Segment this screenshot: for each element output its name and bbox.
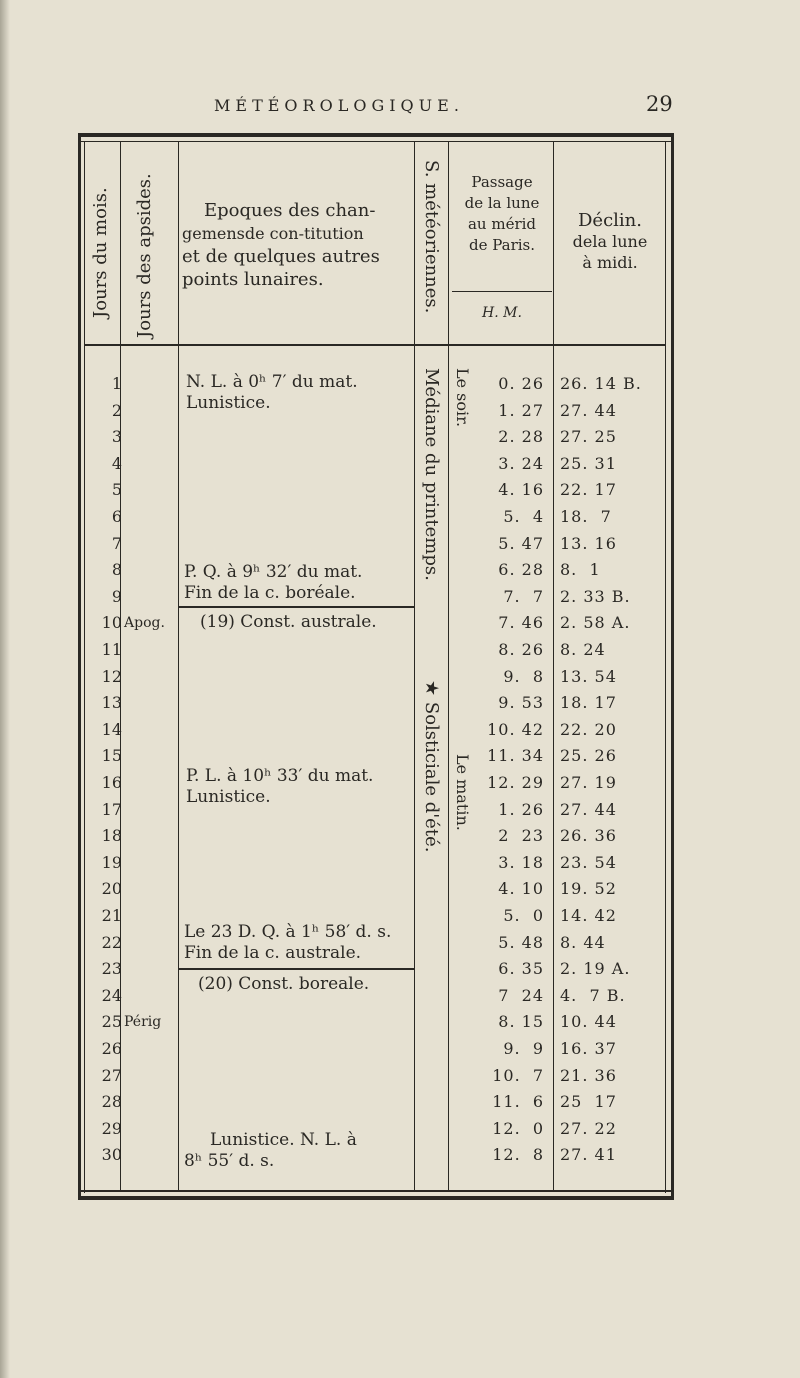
- day-number: 28: [101, 1092, 122, 1111]
- col-divider-2: [178, 141, 179, 1190]
- passage-time: 1. 27: [498, 401, 544, 420]
- header-passage-line: de la lune: [464, 194, 540, 212]
- header-passage: [450, 172, 554, 256]
- passage-time: 6. 35: [498, 959, 544, 978]
- header-declinaison: [556, 210, 664, 273]
- header-passage-line: Passage: [471, 173, 533, 191]
- frame-left-outer: [78, 137, 81, 1197]
- declination-value: 8. 44: [560, 933, 606, 952]
- declination-value: 13. 16: [560, 534, 617, 553]
- day-number: 30: [101, 1145, 122, 1164]
- declination-value: 25. 26: [560, 746, 617, 765]
- page-edge-shadow: [0, 0, 10, 1378]
- epoch-entry: [184, 562, 362, 604]
- page-number: 29: [646, 92, 673, 116]
- epoch-line: Lunistice.: [186, 393, 271, 413]
- declination-value: 4. 7 B.: [560, 986, 626, 1005]
- declination-value: 25 17: [560, 1092, 617, 1111]
- epoch-line: Lunistice. N. L. à: [210, 1130, 357, 1150]
- header-decl-line: dela lune: [572, 232, 648, 251]
- epoch-rule-2: [178, 968, 414, 970]
- passage-time: 0. 26: [498, 374, 544, 393]
- day-number: 24: [101, 986, 122, 1005]
- day-number: 11: [101, 640, 122, 659]
- epoch-line: Lunistice.: [186, 787, 271, 807]
- day-number: 16: [101, 773, 122, 792]
- declination-value: 25. 31: [560, 454, 617, 473]
- declination-value: 22. 20: [560, 720, 617, 739]
- declination-value: 2. 19 A.: [560, 959, 631, 978]
- day-number: 17: [101, 800, 122, 819]
- declination-value: 23. 54: [560, 853, 617, 872]
- day-number: 4: [111, 454, 122, 473]
- passage-time: 12. 29: [487, 773, 544, 792]
- declination-value: 19. 52: [560, 879, 617, 898]
- day-number: 15: [101, 746, 122, 765]
- day-number: 22: [101, 933, 122, 952]
- passage-time: 11. 34: [487, 746, 544, 765]
- passage-time: 3. 18: [498, 853, 544, 872]
- declination-value: 27. 44: [560, 800, 617, 819]
- frame-right-outer: [671, 137, 674, 1197]
- passage-time: 6. 28: [498, 560, 544, 579]
- passage-time: 7 24: [498, 986, 544, 1005]
- day-number: 5: [111, 480, 122, 499]
- passage-time: 7. 46: [498, 613, 544, 632]
- header-s-meteoriennes: S. météoriennes.: [421, 160, 442, 314]
- declination-value: 27. 25: [560, 427, 617, 446]
- header-passage-line: de Paris.: [468, 236, 536, 254]
- epoch-entry: [184, 1130, 357, 1172]
- header-passage-units: H. M.: [482, 305, 522, 321]
- declination-value: 27. 19: [560, 773, 617, 792]
- epoch-line: P. L. à 10ʰ 33′ du mat.: [186, 766, 374, 786]
- label-le-soir: Le soir.: [453, 368, 472, 428]
- label-le-matin: Le matin.: [453, 754, 472, 831]
- day-number: 23: [101, 959, 122, 978]
- col-divider-4: [448, 141, 449, 1190]
- declination-value: 16. 37: [560, 1039, 617, 1058]
- passage-time: 8. 15: [498, 1012, 544, 1031]
- header-bottom-rule: [84, 344, 666, 346]
- passage-time: 5. 0: [503, 906, 544, 925]
- header-decl-line: à midi.: [582, 253, 638, 272]
- passage-time: 10. 42: [487, 720, 544, 739]
- frame-right-inner: [665, 141, 666, 1193]
- epoch-rule-1: [178, 606, 414, 608]
- day-number: 3: [111, 427, 122, 446]
- passage-time: 2 23: [498, 826, 544, 845]
- epoch-entry: [184, 922, 391, 964]
- epoch-entry: [186, 372, 358, 414]
- day-number: 26: [101, 1039, 122, 1058]
- epoch-line: P. Q. à 9ʰ 32′ du mat.: [184, 562, 363, 582]
- header-passage-line: au mérid: [467, 215, 537, 233]
- header-epoques-line: points lunaires.: [182, 269, 324, 290]
- declination-value: 26. 14 B.: [560, 374, 642, 393]
- passage-time: 10. 7: [492, 1066, 544, 1085]
- epoch-line: N. L. à 0ʰ 7′ du mat.: [186, 372, 358, 392]
- epoch-line: (19) Const. australe.: [200, 612, 377, 632]
- header-epoques-line: et de quelques autres: [182, 246, 380, 267]
- declination-value: 8. 24: [560, 640, 606, 659]
- passage-time: 2. 28: [498, 427, 544, 446]
- label-solsticiale-ete: ★ Solsticiale d'été.: [421, 680, 442, 853]
- apsis-label: Périg: [124, 1014, 162, 1030]
- declination-value: 14. 42: [560, 906, 617, 925]
- passage-time: 5. 48: [498, 933, 544, 952]
- table-top-rule-thin: [78, 141, 674, 142]
- header-epoques: [182, 199, 412, 291]
- passage-time: 9. 9: [503, 1039, 544, 1058]
- epoch-entry: [186, 766, 373, 808]
- day-number: 19: [101, 853, 122, 872]
- declination-value: 27. 22: [560, 1119, 617, 1138]
- day-number: 13: [101, 693, 122, 712]
- day-number: 18: [101, 826, 122, 845]
- passage-time: 8. 26: [498, 640, 544, 659]
- declination-value: 27. 41: [560, 1145, 617, 1164]
- label-mediane-printemps: Médiane du printemps.: [421, 368, 442, 581]
- declination-value: 18. 17: [560, 693, 617, 712]
- passage-time: 4. 16: [498, 480, 544, 499]
- declination-value: 2. 58 A.: [560, 613, 631, 632]
- declination-value: 13. 54: [560, 667, 617, 686]
- day-number: 27: [101, 1066, 122, 1085]
- declination-value: 27. 44: [560, 401, 617, 420]
- passage-time: 12. 8: [492, 1145, 544, 1164]
- declination-value: 26. 36: [560, 826, 617, 845]
- header-jours-des-apsides: Jours des apsides.: [134, 173, 155, 338]
- epoch-line: 8ʰ 55′ d. s.: [184, 1151, 275, 1171]
- day-number: 21: [101, 906, 122, 925]
- header-epoques-line: gemensde con-titution: [182, 224, 364, 243]
- day-number: 7: [111, 534, 122, 553]
- header-jours-du-mois: Jours du mois.: [90, 187, 111, 318]
- day-number: 25: [101, 1012, 122, 1031]
- day-number: 14: [101, 720, 122, 739]
- day-number: 2: [111, 401, 122, 420]
- day-number: 6: [111, 507, 122, 526]
- table-bottom-rule: [78, 1190, 674, 1192]
- day-number: 8: [111, 560, 122, 579]
- table-top-rule: [78, 133, 674, 137]
- running-head: MÉTÉOROLOGIQUE.: [214, 96, 464, 115]
- epoch-line: (20) Const. boreale.: [198, 974, 370, 994]
- header-decl-line: Déclin.: [578, 210, 642, 231]
- day-number: 10: [101, 613, 122, 632]
- declination-value: 8. 1: [560, 560, 601, 579]
- passage-time: 7. 7: [503, 587, 544, 606]
- passage-time: 11. 6: [492, 1092, 544, 1111]
- declination-value: 21. 36: [560, 1066, 617, 1085]
- declination-value: 22. 17: [560, 480, 617, 499]
- day-number: 9: [111, 587, 122, 606]
- passage-time: 9. 8: [503, 667, 544, 686]
- epoch-entry: [198, 974, 369, 995]
- day-number: 1: [111, 374, 122, 393]
- declination-value: 10. 44: [560, 1012, 617, 1031]
- day-number: 12: [101, 667, 122, 686]
- table-bottom-rule-thick: [78, 1196, 674, 1200]
- epoch-line: Le 23 D. Q. à 1ʰ 58′ d. s.: [184, 922, 392, 942]
- passage-time: 9. 53: [498, 693, 544, 712]
- passage-time: 4. 10: [498, 879, 544, 898]
- day-number: 29: [101, 1119, 122, 1138]
- passage-time: 5. 47: [498, 534, 544, 553]
- passage-time: 12. 0: [492, 1119, 544, 1138]
- epoch-line: Fin de la c. australe.: [184, 943, 362, 963]
- apsis-label: Apog.: [124, 615, 165, 631]
- frame-left-inner: [84, 141, 85, 1193]
- passage-time: 1. 26: [498, 800, 544, 819]
- epoch-entry: [200, 612, 377, 633]
- passage-time: 5. 4: [503, 507, 544, 526]
- declination-value: 2. 33 B.: [560, 587, 631, 606]
- day-number: 20: [101, 879, 122, 898]
- col-divider-3: [414, 141, 415, 1190]
- header-epoques-line: Epoques des chan-: [204, 200, 376, 221]
- declination-value: 18. 7: [560, 507, 612, 526]
- passage-time: 3. 24: [498, 454, 544, 473]
- epoch-line: Fin de la c. boréale.: [184, 583, 356, 603]
- col-divider-5: [553, 141, 554, 1190]
- passage-units-rule: [452, 291, 552, 292]
